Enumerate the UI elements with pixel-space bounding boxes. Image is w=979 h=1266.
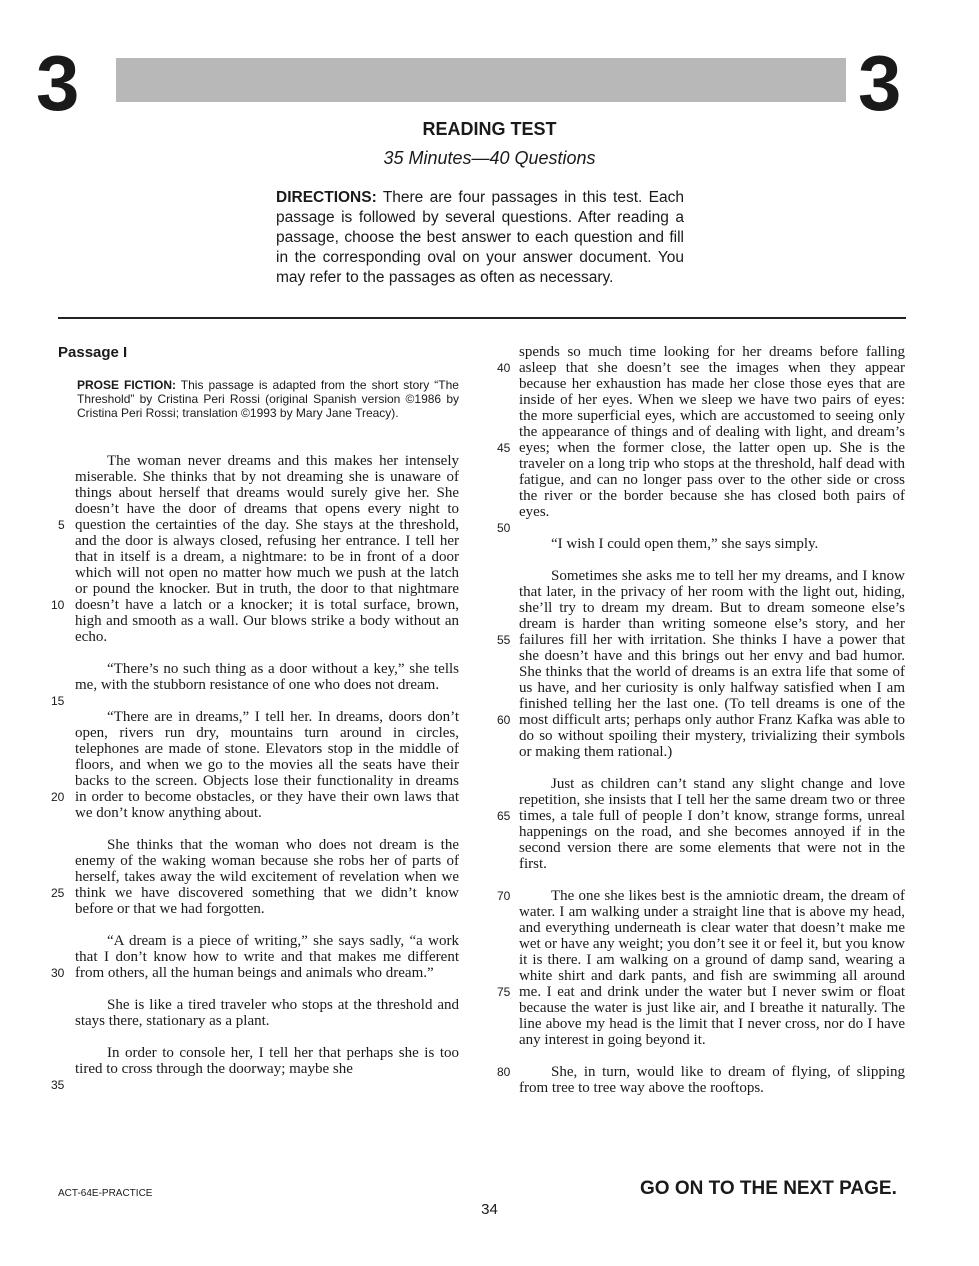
page-number: 34 xyxy=(481,1201,498,1218)
paragraph: “I wish I could open them,” she says simply. xyxy=(551,536,819,552)
line-number: 45 xyxy=(497,441,511,455)
paragraph: Sometimes she asks me to tell her my dreams, and I know that later, in the privacy of her room with the light out, hiding, she’ll try to dream my dream. But to dream someone else’s dream is harder than writing someone else’s story, and her failures fill her with irritation. She thinks I have a power that she doesn’t have and this brings out her envy and bad humor. She thinks that the world of dreams is an extra life that some of us have, and her curiosity is only halfway satisfied when I am finished telling her the last one. (To tell dreams is one of the most difficult arts; perhaps only author Franz Kafka was able to do so without spoiling their mystery, trivializing their symbols or making them rational.) xyxy=(519,568,905,760)
paragraph: “There’s no such thing as a door without a key,” she tells me, with the stubborn resistance of one who does not dream. xyxy=(75,661,459,693)
header-bar xyxy=(116,58,846,102)
line-number: 5 xyxy=(58,518,65,532)
line-number: 15 xyxy=(51,694,65,708)
line-number: 75 xyxy=(497,985,511,999)
passage-intro xyxy=(77,378,459,420)
passage-heading: Passage I xyxy=(58,344,128,361)
paragraph: In order to console her, I tell her that perhaps she is too tired to cross through the doorway; maybe she xyxy=(75,1045,459,1077)
line-number: 20 xyxy=(51,790,65,804)
line-number: 40 xyxy=(497,361,511,375)
intro-text: This passage is adapted from the short story “The Threshold” by Cristina Peri Rossi (original Spanish version ©1986 by Cristina Peri Rossi; translation ©1993 by Mary Jane Treacy). xyxy=(77,378,459,420)
section-number-right: 3 xyxy=(858,39,901,127)
passage-right-column xyxy=(519,344,905,1096)
paragraph: She, in turn, would like to dream of flying, of slipping from tree to tree way above the rooftops. xyxy=(519,1064,905,1096)
line-number: 25 xyxy=(51,886,65,900)
line-number: 10 xyxy=(51,598,65,612)
line-number: 35 xyxy=(51,1078,65,1092)
directions xyxy=(276,188,684,288)
paragraph: She thinks that the woman who does not dream is the enemy of the waking woman because she robs her of parts of herself, takes away the wild excitement of revelation when we think we have discovered something that we didn’t know before or that we had forgotten. xyxy=(75,837,459,917)
paragraph: spends so much time looking for her dreams before falling asleep that she doesn’t see the images when they appear because her exhaustion has made her close those eyes that are inside of her eyes. When we sleep we have two pairs of eyes: the more superficial eyes, which are accustomed to seeing only the appearance of things and of dealing with light, and dream’s eyes; when the former close, the latter open up. She is the traveler on a long trip who stops at the threshold, half dead with fatigue, and can no longer pass over to the other side or cross the river or the border because she has closed both pairs of eyes. xyxy=(519,344,905,520)
line-number: 70 xyxy=(497,889,511,903)
divider-rule xyxy=(58,317,906,319)
line-number: 55 xyxy=(497,633,511,647)
directions-label: DIRECTIONS: xyxy=(276,189,377,206)
test-title: READING TEST xyxy=(422,119,557,139)
go-on-next-page: GO ON TO THE NEXT PAGE. xyxy=(640,1178,897,1199)
line-number: 65 xyxy=(497,809,511,823)
passage-left-column xyxy=(75,453,459,1077)
paragraph: “There are in dreams,” I tell her. In dreams, doors don’t open, rivers run dry, mountains turn around in circles, telephones are made of stone. Elevators stop in the middle of floors, and when we go to the movies all the seats have their backs to the screen. Objects lose their functionality in dreams in order to become obstacles, or they have their own laws that we don’t know anything about. xyxy=(75,709,459,821)
line-number: 50 xyxy=(497,521,511,535)
line-number: 80 xyxy=(497,1065,511,1079)
form-code: ACT-64E-PRACTICE xyxy=(58,1188,153,1199)
paragraph: “A dream is a piece of writing,” she says sadly, “a work that I don’t know how to write and that makes me different from others, all the human beings and animals who dream.” xyxy=(75,933,459,981)
line-number: 60 xyxy=(497,713,511,727)
intro-label: PROSE FICTION: xyxy=(77,378,177,392)
test-subtitle: 35 Minutes—40 Questions xyxy=(383,148,596,168)
paragraph: She is like a tired traveler who stops at the threshold and stays there, stationary as a plant. xyxy=(75,997,459,1029)
paragraph: Just as children can’t stand any slight change and love repetition, she insists that I tell her the same dream two or three times, a tale full of people I don’t know, strange forms, unreal happenings on the road, and she becomes annoyed if in the second version there are some elements that were not in the first. xyxy=(519,776,905,872)
line-number: 30 xyxy=(51,966,65,980)
paragraph: The woman never dreams and this makes her intensely miserable. She thinks that by not dreaming she is unaware of things about herself that dreams would surely give her. She doesn’t have the door of dreams that opens every night to question the certainties of the day. She stays at the threshold, and the door is always closed, refusing her entrance. I tell her that in itself is a dream, a nightmare: to be in front of a door which will not open no matter how much we push at the latch or pound the knocker. But in truth, the door to that nightmare doesn’t have a latch or a knocker; it is total surface, brown, high and smooth as a wall. Our blows strike a body without an echo. xyxy=(75,453,459,645)
paragraph: The one she likes best is the amniotic dream, the dream of water. I am walking under a straight line that is above my head, and everything underneath is clear water that doesn’t make me wet or have any weight; you don’t see it or feel it, but you know it is there. I am walking on a ground of damp sand, wearing a white shirt and dark pants, and fish are swimming all around me. I eat and drink under the water but I never swim or float because the water is just like air, and I breathe it naturally. The line above my head is the limit that I never cross, nor do I have any interest in going beyond it. xyxy=(519,888,905,1048)
section-number-left: 3 xyxy=(36,39,79,127)
directions-text: There are four passages in this test. Each passage is followed by several questions. After reading a passage, choose the best answer to each question and fill in the corresponding oval on your answer document. You may refer to the passages as often as necessary. xyxy=(276,189,684,286)
